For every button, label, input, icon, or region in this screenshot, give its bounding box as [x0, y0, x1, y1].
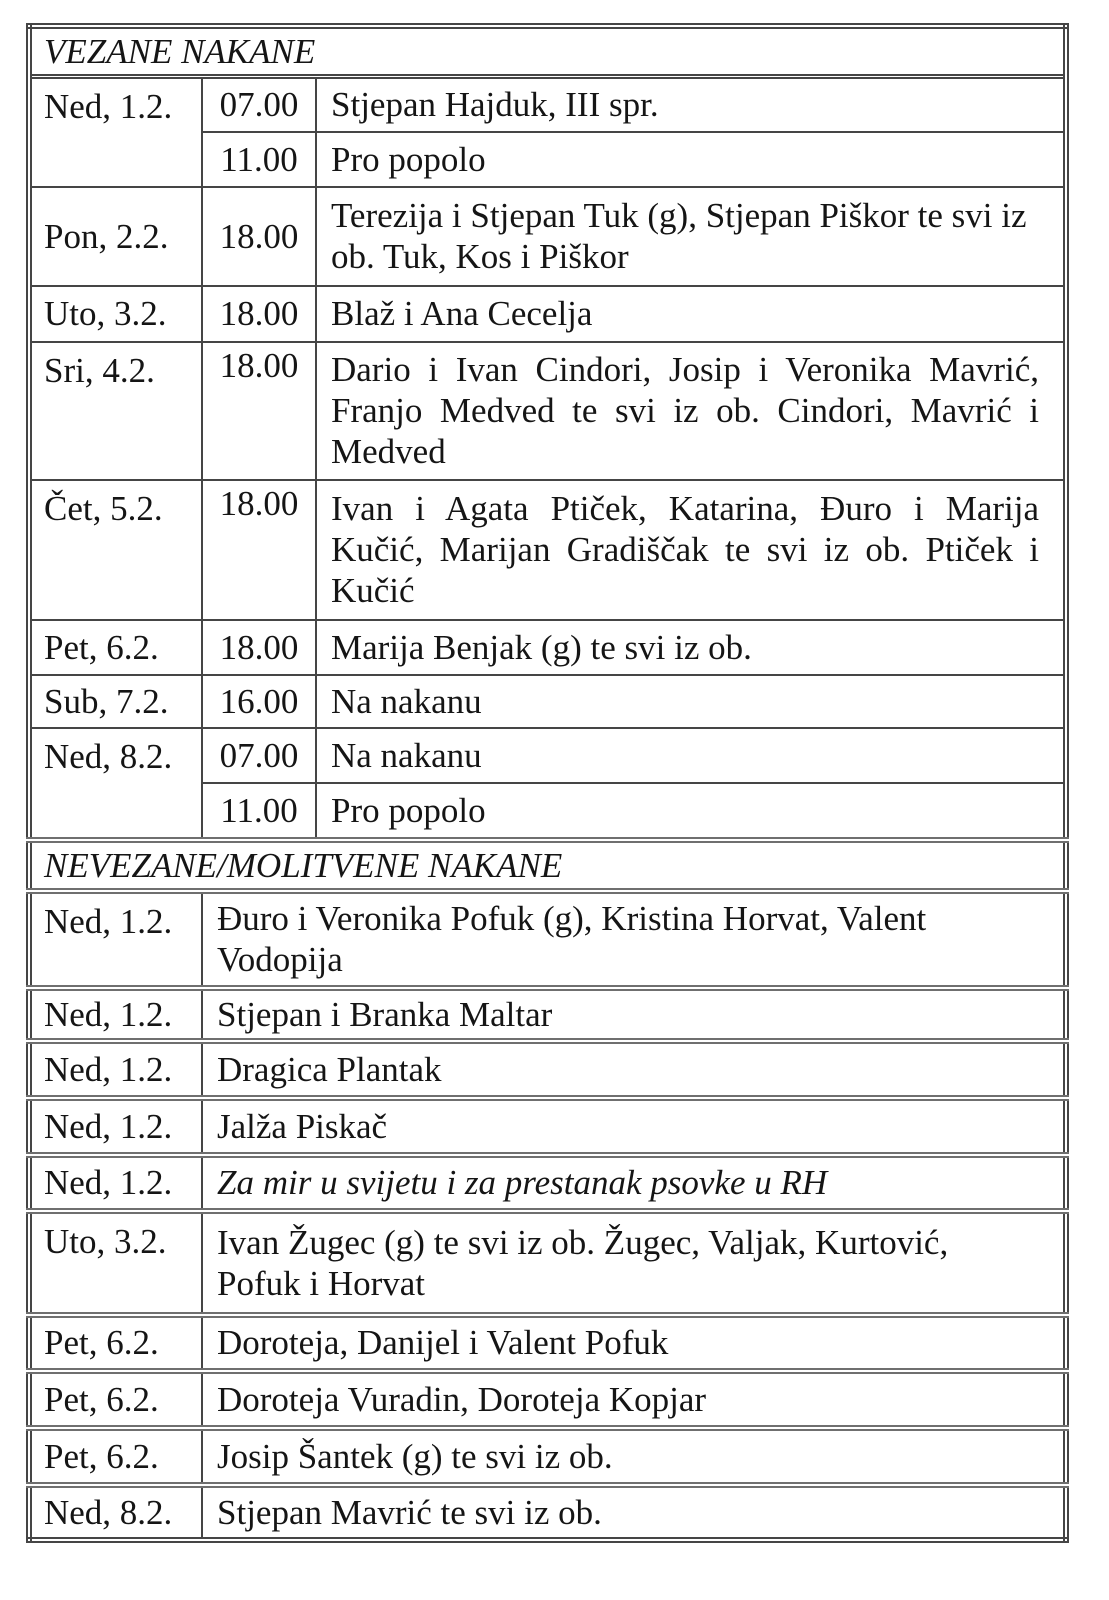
table-row [29, 342, 1066, 480]
date-cell: Ned, 1.2. [29, 988, 202, 1041]
date-cell: Pet, 6.2. [29, 620, 202, 675]
table-row [29, 1428, 1066, 1485]
date-cell: Pet, 6.2. [29, 1428, 202, 1485]
table-row [29, 620, 1066, 675]
intention-cell: Marija Benjak (g) te svi iz ob. [316, 620, 1066, 675]
date-cell: Pet, 6.2. [29, 1371, 202, 1428]
date-cell: Ned, 8.2. [29, 1485, 202, 1540]
date-cell: Uto, 3.2. [29, 286, 202, 342]
time-cell: 18.00 [202, 286, 316, 342]
intention-cell: Blaž i Ana Cecelja [316, 286, 1066, 342]
table-row [29, 77, 1066, 132]
table-row [29, 891, 1066, 988]
date-cell: Sub, 7.2. [29, 675, 202, 728]
date-cell: Pet, 6.2. [29, 1315, 202, 1371]
table-row [29, 1041, 1066, 1098]
time-cell: 18.00 [202, 480, 316, 620]
intention-cell: Ivan Žugec (g) te svi iz ob. Žugec, Valjak, Kurtović, Pofuk i Horvat [202, 1211, 1066, 1315]
table-row [29, 26, 1066, 77]
table-row [29, 1211, 1066, 1315]
table-row [29, 1485, 1066, 1540]
time-cell: 18.00 [202, 620, 316, 675]
table-row [29, 1371, 1066, 1428]
intention-cell: Stjepan Hajduk, III spr. [316, 77, 1066, 132]
intention-cell: Ivan i Agata Ptiček, Katarina, Đuro i Marija Kučić, Marijan Gradiščak te svi iz ob. Ptiček i Kučić [316, 480, 1066, 620]
table-row [29, 675, 1066, 728]
intention-cell: Stjepan i Branka Maltar [202, 988, 1066, 1041]
section-header: VEZANE NAKANE [29, 26, 1066, 77]
table-row [29, 1315, 1066, 1371]
time-cell: 18.00 [202, 187, 316, 286]
intention-cell: Dario i Ivan Cindori, Josip i Veronika Mavrić, Franjo Medved te svi iz ob. Cindori, Mavrić i Medved [316, 342, 1066, 480]
table-row [29, 988, 1066, 1041]
table-row [29, 1098, 1066, 1155]
intention-cell: Pro popolo [316, 783, 1066, 840]
intention-cell: Doroteja, Danijel i Valent Pofuk [202, 1315, 1066, 1371]
intention-cell: Terezija i Stjepan Tuk (g), Stjepan Piškor te svi iz ob. Tuk, Kos i Piškor [316, 187, 1066, 286]
date-cell: Čet, 5.2. [29, 480, 202, 620]
date-cell: Ned, 1.2. [29, 1041, 202, 1098]
intention-cell: Dragica Plantak [202, 1041, 1066, 1098]
table-row [29, 1155, 1066, 1211]
date-cell: Uto, 3.2. [29, 1211, 202, 1315]
date-cell: Pon, 2.2. [29, 187, 202, 286]
time-cell: 11.00 [202, 783, 316, 840]
intention-cell: Stjepan Mavrić te svi iz ob. [202, 1485, 1066, 1540]
date-cell: Ned, 1.2. [29, 891, 202, 988]
intention-cell: Đuro i Veronika Pofuk (g), Kristina Horvat, Valent Vodopija [202, 891, 1066, 988]
intention-cell: Pro popolo [316, 132, 1066, 187]
table-row [29, 728, 1066, 783]
date-cell: Ned, 1.2. [29, 1155, 202, 1211]
intention-cell: Jalža Piskač [202, 1098, 1066, 1155]
table-row [29, 187, 1066, 286]
intention-cell: Za mir u svijetu i za prestanak psovke u RH [202, 1155, 1066, 1211]
intention-cell: Na nakanu [316, 675, 1066, 728]
intention-cell: Doroteja Vuradin, Doroteja Kopjar [202, 1371, 1066, 1428]
intention-cell: Na nakanu [316, 728, 1066, 783]
mass-intentions-table [26, 23, 1069, 1543]
time-cell: 18.00 [202, 342, 316, 480]
time-cell: 07.00 [202, 77, 316, 132]
date-cell: Sri, 4.2. [29, 342, 202, 480]
date-cell: Ned, 1.2. [29, 1098, 202, 1155]
time-cell: 11.00 [202, 132, 316, 187]
intention-cell: Josip Šantek (g) te svi iz ob. [202, 1428, 1066, 1485]
table-row [29, 286, 1066, 342]
table-row [29, 480, 1066, 620]
date-cell: Ned, 1.2. [29, 77, 202, 187]
time-cell: 07.00 [202, 728, 316, 783]
section-header: NEVEZANE/MOLITVENE NAKANE [29, 840, 1066, 891]
time-cell: 16.00 [202, 675, 316, 728]
table-row [29, 840, 1066, 891]
date-cell: Ned, 8.2. [29, 728, 202, 840]
